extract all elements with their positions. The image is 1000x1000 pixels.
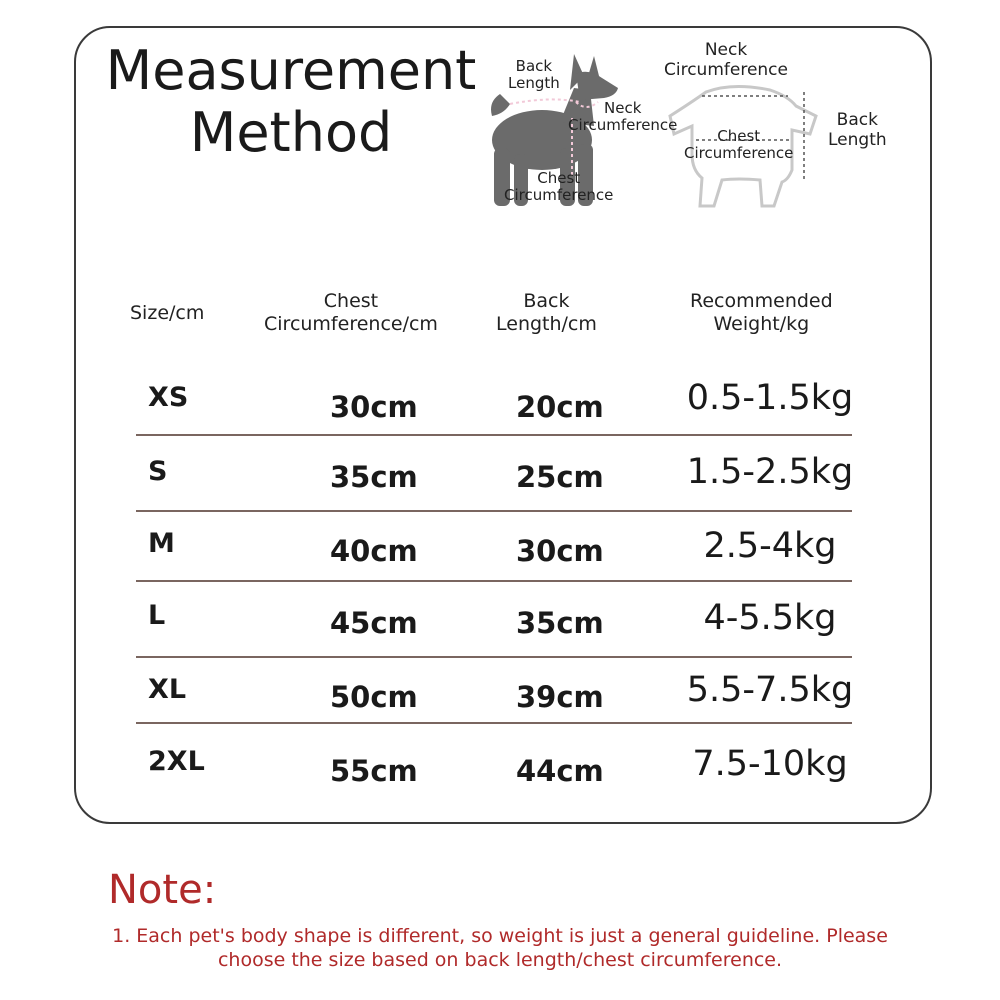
row-divider xyxy=(136,580,852,582)
note-line-2: choose the size based on back length/chest circumference. xyxy=(217,949,783,971)
back-length-cell: 30cm xyxy=(516,534,604,568)
header-chest: Chest Circumference/cm xyxy=(264,290,438,335)
row-divider xyxy=(136,656,852,658)
row-divider xyxy=(136,722,852,724)
size-cell: M xyxy=(148,528,175,559)
back-length-cell: 20cm xyxy=(516,390,604,424)
weight-cell: 2.5-4kg xyxy=(703,526,837,566)
chest-cell: 30cm xyxy=(330,390,418,424)
note-line-1: 1. Each pet's body shape is different, so weight is just a general guideline. Please xyxy=(112,925,888,947)
garment-back-length-label: Back Length xyxy=(828,110,887,150)
back-length-cell: 35cm xyxy=(516,606,604,640)
back-length-cell: 25cm xyxy=(516,460,604,494)
garment-chest-circumference-label: Chest Circumference xyxy=(684,127,794,162)
table-row xyxy=(0,744,1000,804)
size-cell: S xyxy=(148,456,168,487)
weight-cell: 0.5-1.5kg xyxy=(686,378,854,418)
weight-cell: 7.5-10kg xyxy=(692,744,848,784)
size-cell: L xyxy=(148,600,166,631)
back-length-cell: 39cm xyxy=(516,680,604,714)
table-row xyxy=(0,526,1000,586)
chest-cell: 55cm xyxy=(330,754,418,788)
size-cell: XL xyxy=(148,674,187,705)
measurement-diagram xyxy=(470,30,920,230)
dog-chest-circumference-label: Chest Circumference xyxy=(504,169,614,204)
table-row xyxy=(0,598,1000,658)
weight-cell: 1.5-2.5kg xyxy=(686,452,854,492)
note-title: Note: xyxy=(108,867,217,913)
header-weight: Recommended Weight/kg xyxy=(690,290,833,335)
title-line-1: Measurement xyxy=(105,39,477,102)
note-text xyxy=(60,924,940,972)
weight-cell: 5.5-7.5kg xyxy=(686,670,854,710)
dog-back-length-label: Back Length xyxy=(508,57,560,92)
chest-cell: 40cm xyxy=(330,534,418,568)
size-cell: XS xyxy=(148,382,189,413)
header-size: Size/cm xyxy=(130,302,205,324)
table-row xyxy=(0,670,1000,730)
dog-neck-circumference-label: Neck Circumference xyxy=(568,99,678,134)
back-length-cell: 44cm xyxy=(516,754,604,788)
row-divider xyxy=(136,434,852,436)
chest-cell: 35cm xyxy=(330,460,418,494)
table-row xyxy=(0,452,1000,512)
weight-cell: 4-5.5kg xyxy=(703,598,837,638)
title-line-2: Method xyxy=(189,101,393,164)
row-divider xyxy=(136,510,852,512)
table-row xyxy=(0,378,1000,438)
size-cell: 2XL xyxy=(148,746,205,777)
chest-cell: 45cm xyxy=(330,606,418,640)
header-back-length: Back Length/cm xyxy=(496,290,597,335)
page-title xyxy=(96,40,486,164)
chest-cell: 50cm xyxy=(330,680,418,714)
garment-neck-circumference-label: Neck Circumference xyxy=(664,40,788,80)
